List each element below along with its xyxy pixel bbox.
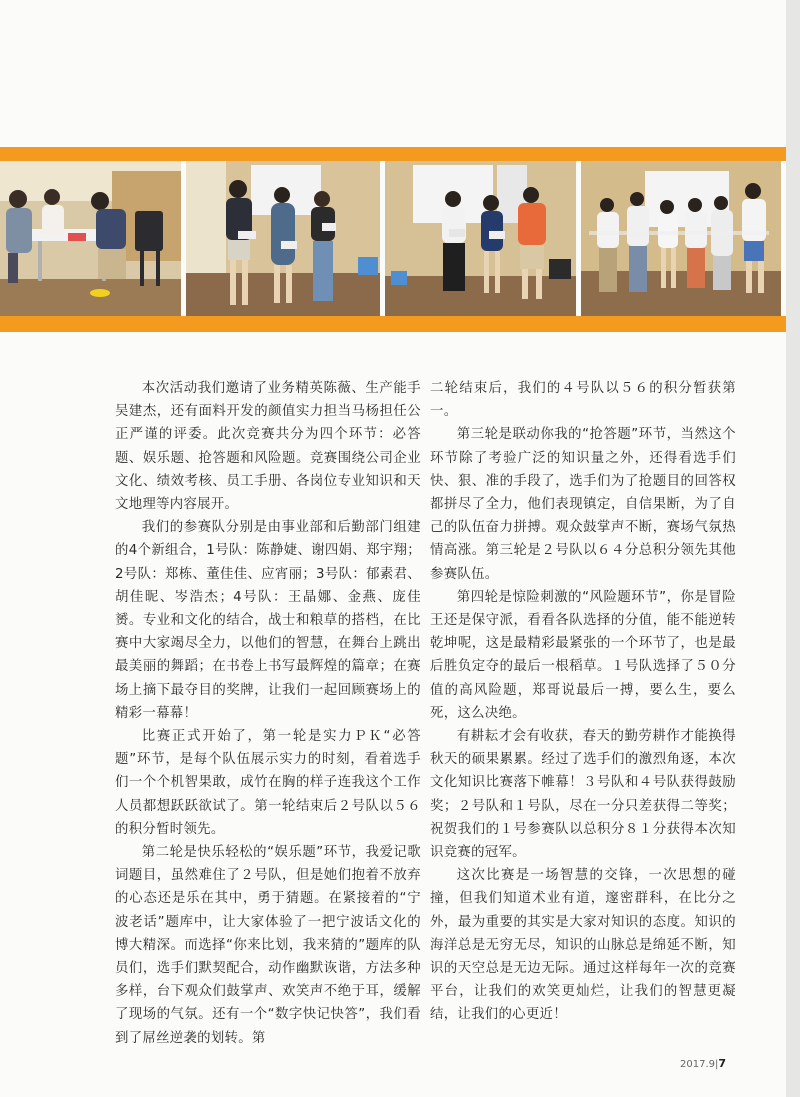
footer-separator: | <box>715 1059 719 1070</box>
photo-team-three-standing-b <box>385 161 576 316</box>
orange-band-top <box>0 147 786 161</box>
page-number: 7 <box>718 1057 727 1070</box>
article-column-left <box>115 377 421 1050</box>
paragraph-round-one: 比赛正式开始了，第一轮是实力ＰＫ“必答题”环节，是每个队伍展示实力的时刻，看着选手们一个个机智果敢，成竹在胸的样子连我这个工作人员都想跃跃欲试了。第一轮结束后２号队以５６的积分暂时领先。 <box>115 729 421 837</box>
footer-date: 2017.9 <box>680 1059 715 1070</box>
page-edge <box>786 0 800 1097</box>
paragraph-results: 有耕耘才会有收获，春天的勤劳耕作才能换得秋天的硕果累累。经过了选手们的激烈角逐，本次文化知识比赛落下帷幕！３号队和４号队获得鼓励奖；２号队和１号队，尽在一分只差获得二等奖；祝贺我们的１号参赛队以总积分８１分获得本次知识竞赛的冠军。 <box>430 729 736 861</box>
paragraph-round-three: 第三轮是联动你我的“抢答题”环节，当然这个环节除了考验广泛的知识量之外，还得看选手们快、狠、准的手段了，选手们为了抢题目的回答权都拼尽了全力，他们表现镇定，自信果断，为了自己的队伍奋力拼搏。观众鼓掌声不断，赛场气氛热情高涨。第三轮是２号队以６４分总积分领先其他参赛队伍。 <box>430 427 736 582</box>
photo-contestants-seated <box>0 161 181 316</box>
paragraph-teams: 我们的参赛队分别是由事业部和后勤部门组建的4个新组合，1号队：陈静婕、谢四娟、郑宇翔；2号队：郑栋、董佳佳、应宵丽；3号队：郁素君、胡佳昵、岑浩杰；4号队：王晶娜、金燕、庞佳赟。专业和文化的结合，战士和粮草的搭档，在比赛中大家竭尽全力，以他们的智慧，在舞台上跳出最美丽的舞蹈；在书卷上书写最辉煌的篇章；在赛场上摘下最夺目的奖牌，让我们一起回顾赛场上的精彩一幕幕！ <box>115 520 421 721</box>
paragraph-round-four: 第四轮是惊险刺激的“风险题环节”，你是冒险王还是保守派，看看各队选择的分值，能不能逆转乾坤呢，这是最精彩最紧张的一个环节了，也是最后胜负定夺的最后一根稻草。１号队选择了５０分值的高风险题，郑哥说最后一搏，要么生，要么死，这么决绝。 <box>430 589 736 721</box>
paragraph-round-two: 第二轮是快乐轻松的“娱乐题”环节，我爱记歌词题目，虽然难住了２号队，但是她们抱着不放弃的心态还是乐在其中，勇于猜题。在紧接着的“宁波老话”题库中，让大家体验了一把宁波话文化的博大精深。而选择“你来比划，我来猜的”题库的队员们，选手们默契配合，动作幽默诙谐，方法多种多样，台下观众们鼓掌声、欢笑声不绝于耳，缓解了现场的气氛。还有一个“数字快记快答”，我们看到了屌丝逆袭的划转。第 <box>115 845 421 1046</box>
article-column-right <box>430 377 736 1027</box>
photo-group-six <box>581 161 781 316</box>
paragraph-conclusion: 这次比赛是一场智慧的交锋，一次思想的碰撞，但我们知道术业有道，邃密群科，在比分之外，最为重要的其实是大家对知识的态度。知识的海洋总是无穷无尽，知识的山脉总是绵延不断，知识的天空总是无边无际。通过这样每年一次的竞赛平台，让我们的欢笑更灿烂，让我们的智慧更凝结，让我们的心更近！ <box>430 868 736 1023</box>
page-footer <box>680 1057 726 1070</box>
paragraph-judges: 本次活动我们邀请了业务精英陈薇、生产能手吴建杰，还有面料开发的颜值实力担当马杨担任公正严谨的评委。此次竞赛共分为四个环节：必答题、娱乐题、抢答题和风险题。竞赛围绕公司企业文化、绩效考核、员工手册、各岗位专业知识和天文地理等内容展开。 <box>115 381 421 513</box>
paragraph-round-two-end: 二轮结束后，我们的４号队以５６的积分暂获第一。 <box>430 381 736 420</box>
photo-team-three-standing-a <box>186 161 380 316</box>
orange-band-bottom <box>0 316 786 332</box>
photo-strip <box>0 161 786 316</box>
